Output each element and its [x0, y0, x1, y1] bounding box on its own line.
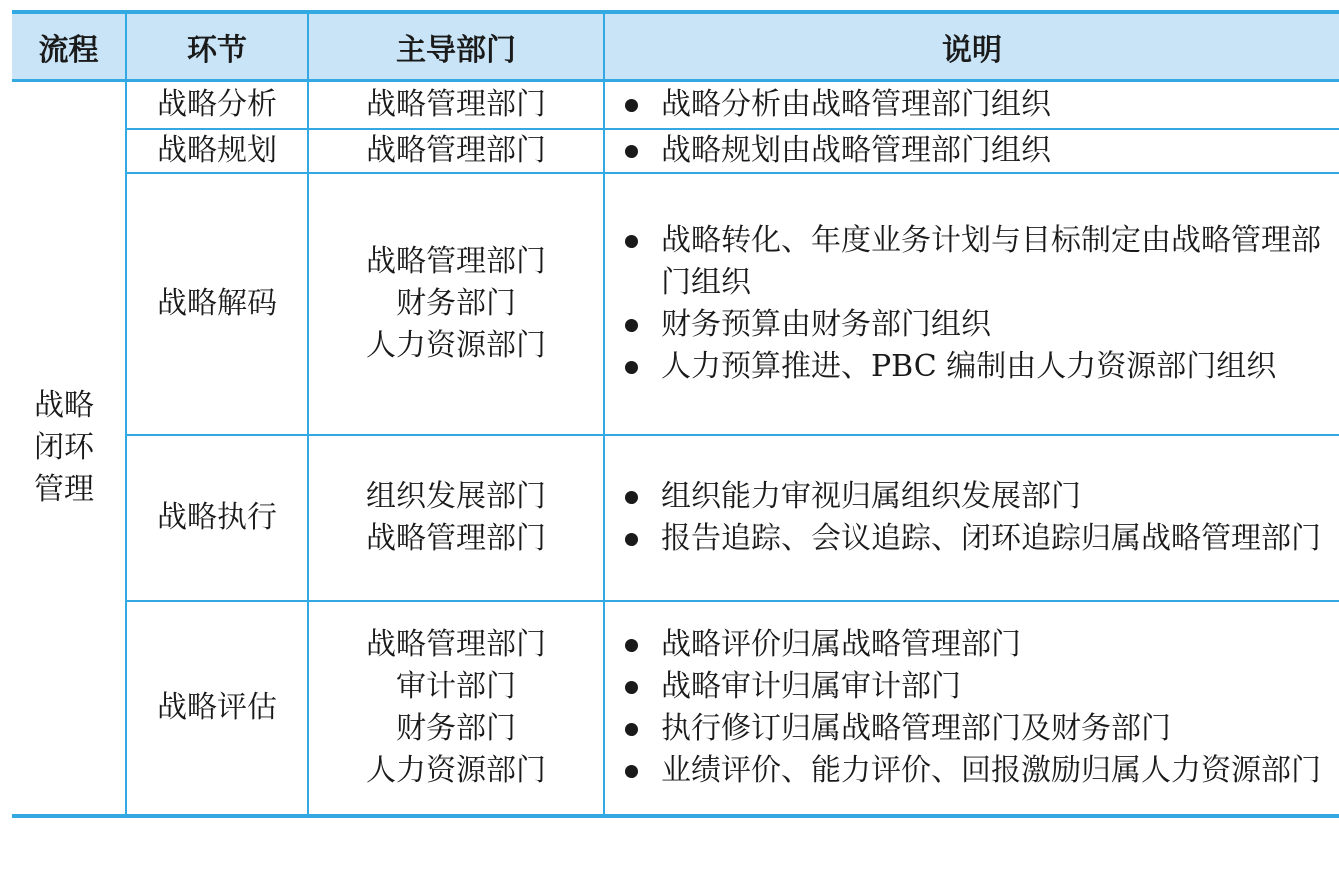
- note-list: [621, 84, 1329, 126]
- table-row: [12, 435, 1339, 601]
- note-item: 业绩评价、能力评价、回报激励归属人力资源部门: [621, 750, 1329, 792]
- dept-cell: [308, 173, 604, 435]
- flow-label-line: 闭环: [34, 430, 94, 465]
- table-row: [12, 601, 1339, 816]
- dept-name: 人力资源部门: [366, 328, 546, 363]
- note-item: 战略审计归属审计部门: [621, 666, 1329, 708]
- note-list: [621, 476, 1329, 560]
- dept-cell: [308, 601, 604, 816]
- note-item: 战略评价归属战略管理部门: [621, 624, 1329, 666]
- dept-name: 人力资源部门: [366, 753, 546, 788]
- table-row: [12, 81, 1339, 130]
- stage-cell: 战略规划: [126, 129, 308, 173]
- desc-cell: [604, 173, 1339, 435]
- header-stage: 环节: [126, 12, 308, 81]
- flow-label-line: 管理: [34, 472, 94, 507]
- desc-cell: [604, 129, 1339, 173]
- note-item: 战略转化、年度业务计划与目标制定由战略管理部门组织: [621, 220, 1329, 304]
- stage-cell: 战略评估: [126, 601, 308, 816]
- dept-name: 财务部门: [396, 286, 516, 321]
- dept-cell: [308, 81, 604, 130]
- desc-cell: [604, 435, 1339, 601]
- note-list: [621, 220, 1329, 388]
- flow-label-line: 战略: [34, 388, 94, 423]
- stage-cell: 战略解码: [126, 173, 308, 435]
- desc-cell: [604, 601, 1339, 816]
- dept-name: 财务部门: [396, 711, 516, 746]
- flow-label: [34, 385, 125, 511]
- flow-cell: [12, 81, 126, 817]
- stage-cell: 战略执行: [126, 435, 308, 601]
- dept-name: 战略管理部门: [366, 627, 546, 662]
- dept-name: 战略管理部门: [366, 87, 546, 122]
- note-item: 战略规划由战略管理部门组织: [621, 130, 1329, 172]
- note-item: 战略分析由战略管理部门组织: [621, 84, 1329, 126]
- stage-cell: 战略分析: [126, 81, 308, 130]
- header-dept: 主导部门: [308, 12, 604, 81]
- table-row: [12, 129, 1339, 173]
- dept-name: 战略管理部门: [366, 133, 546, 168]
- desc-cell: [604, 81, 1339, 130]
- note-item: 人力预算推进、PBC 编制由人力资源部门组织: [621, 346, 1329, 388]
- note-item: 组织能力审视归属组织发展部门: [621, 476, 1329, 518]
- note-item: 报告追踪、会议追踪、闭环追踪归属战略管理部门: [621, 518, 1329, 560]
- dept-name: 战略管理部门: [366, 521, 546, 556]
- dept-name: 战略管理部门: [366, 244, 546, 279]
- note-list: [621, 624, 1329, 792]
- header-desc: 说明: [604, 12, 1339, 81]
- strategy-process-table: [12, 10, 1339, 818]
- dept-name: 审计部门: [396, 669, 516, 704]
- table-row: [12, 173, 1339, 435]
- dept-name: 组织发展部门: [366, 479, 546, 514]
- note-item: 执行修订归属战略管理部门及财务部门: [621, 708, 1329, 750]
- dept-cell: [308, 435, 604, 601]
- note-list: [621, 130, 1329, 172]
- table-header-row: [12, 12, 1339, 81]
- note-item: 财务预算由财务部门组织: [621, 304, 1329, 346]
- header-flow: 流程: [12, 12, 126, 81]
- dept-cell: [308, 129, 604, 173]
